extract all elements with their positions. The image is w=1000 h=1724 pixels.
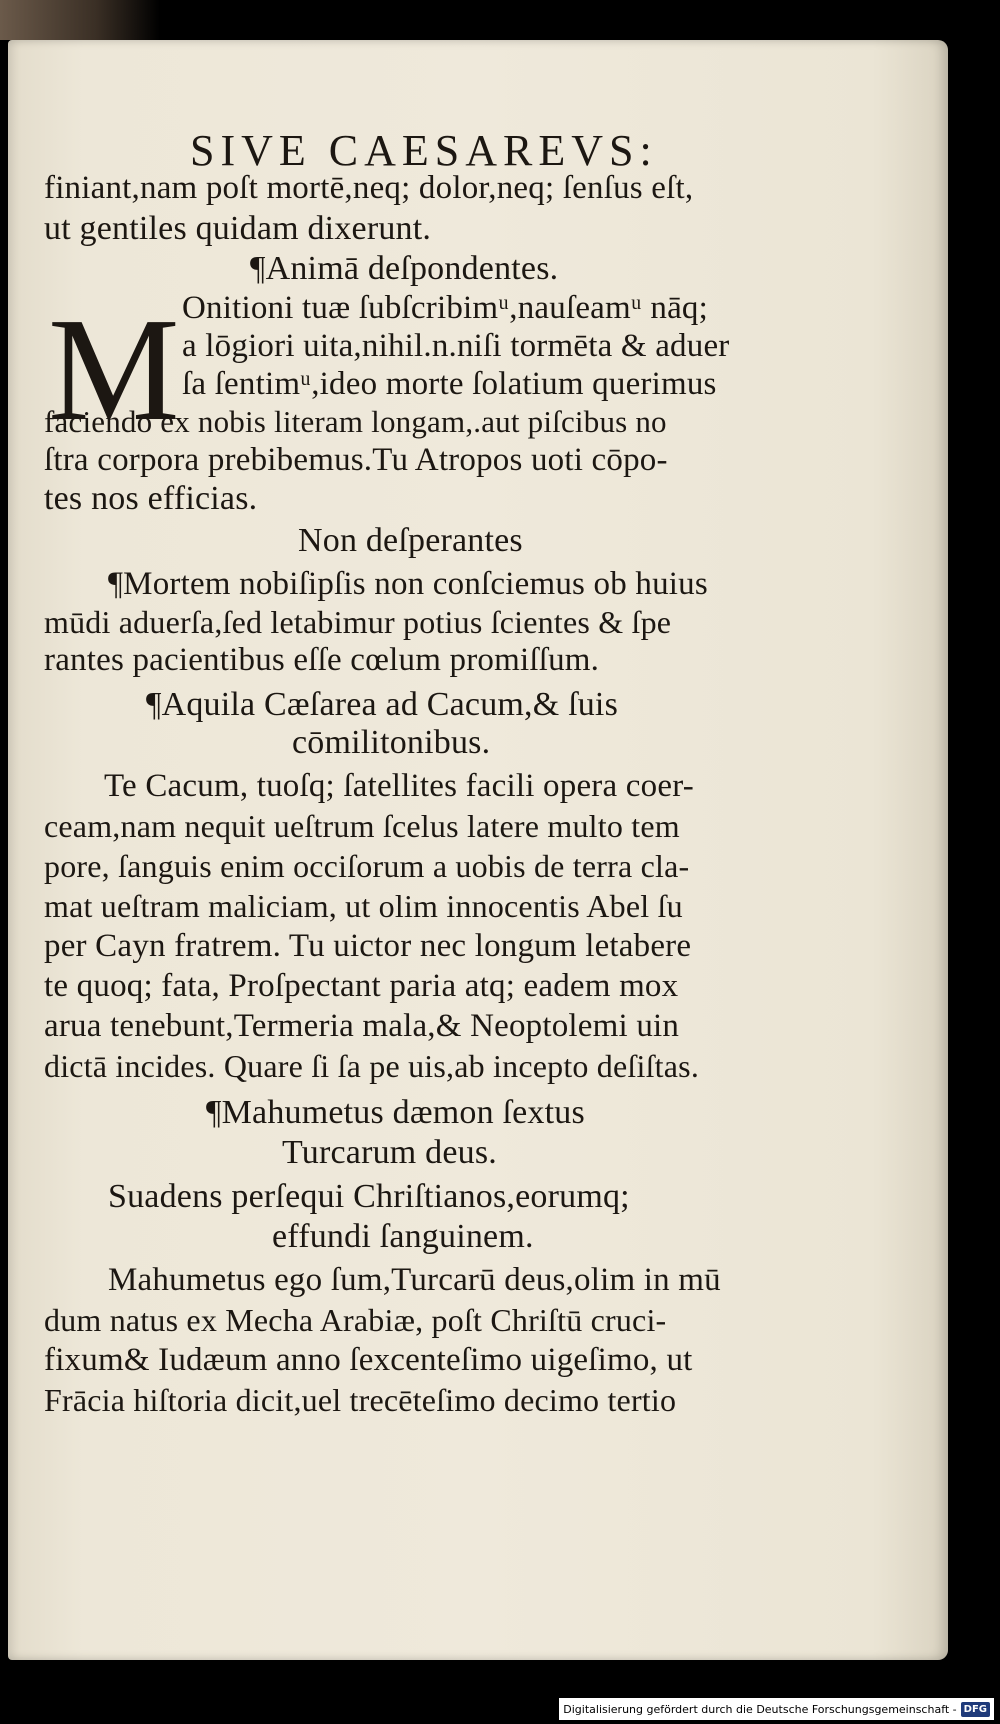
text-line: faciendo ex nobis literam longam,.aut piſcibus no <box>44 404 667 439</box>
text-line: ſtra corpora prebibemus.Tu Atropos uoti cōpo- <box>44 442 668 478</box>
section-heading: ¶Mahumetus dæmon ſextus <box>206 1094 585 1131</box>
text-line: ſa ſentimᵘ,ideo morte ſolatium querimus <box>182 366 717 402</box>
running-head: SIVE CAESAREVS: <box>190 126 658 175</box>
book-edge <box>0 0 160 40</box>
text-line: mūdi aduerſa,ſed letabimur potius ſcientes & ſpe <box>44 604 672 640</box>
digitization-credit <box>559 1698 994 1720</box>
text-line: Frācia hiſtoria dicit,uel trecēteſimo decimo tertio <box>44 1382 677 1418</box>
credit-text: Digitalisierung gefördert durch die Deutsche Forschungsgemeinschaft - <box>563 1702 957 1716</box>
text-line: finiant,nam poſt mortē,neq; dolor,neq; ſenſus eſt, <box>44 170 694 206</box>
text-line: mat ueſtram maliciam, ut olim innocentis Abel ſu <box>44 888 683 924</box>
text-line: tes nos efficias. <box>44 480 258 517</box>
section-heading: effundi ſanguinem. <box>272 1218 534 1255</box>
text-line: a lōgiori uita,nihil.n.niſi tormēta & aduer <box>182 328 730 364</box>
text-line: per Cayn fratrem. Tu uictor nec longum letabere <box>44 928 692 964</box>
section-heading: ¶Animā deſpondentes. <box>250 250 559 287</box>
text-line: ut gentiles quidam dixerunt. <box>44 210 432 247</box>
section-heading: Non deſperantes <box>298 522 523 559</box>
text-line: ceam,nam nequit ueſtrum ſcelus latere multo tem <box>44 808 680 844</box>
text-line: pore, ſanguis enim occiſorum a uobis de terra cla- <box>44 848 690 884</box>
text-line: ¶Mortem nobiſipſis non conſciemus ob huius <box>108 566 708 602</box>
text-line: te quoq; fata, Proſpectant paria atq; eadem mox <box>44 968 679 1004</box>
section-heading: cōmilitonibus. <box>292 724 491 761</box>
section-heading: Turcarum deus. <box>282 1134 497 1171</box>
section-heading: ¶Aquila Cæſarea ad Cacum,& ſuis <box>146 686 619 723</box>
text-line: fixum& Iudæum anno ſexcenteſimo uigeſimo, ut <box>44 1342 693 1378</box>
text-line: arua tenebunt,Termeria mala,& Neoptolemi uin <box>44 1008 680 1044</box>
text-line: rantes pacientibus eſſe cœlum promiſſum. <box>44 642 600 678</box>
text-line: Onitioni tuæ ſubſcribimᵘ,nauſeamᵘ nāq; <box>182 290 708 326</box>
text-line: Te Cacum, tuoſq; ſatellites facili opera coer- <box>104 768 694 804</box>
section-heading: Suadens perſequi Chriſtianos,eorumq; <box>108 1178 630 1215</box>
drop-cap: M <box>48 288 180 452</box>
text-line: dictā incides. Quare ſi ſa pe uis,ab incepto deſiſtas. <box>44 1048 700 1084</box>
text-line: Mahumetus ego ſum,Turcarū deus,olim in mū <box>108 1262 721 1298</box>
dfg-logo: DFG <box>961 1702 990 1717</box>
text-line: dum natus ex Mecha Arabiæ, poſt Chriſtū cruci- <box>44 1302 667 1338</box>
